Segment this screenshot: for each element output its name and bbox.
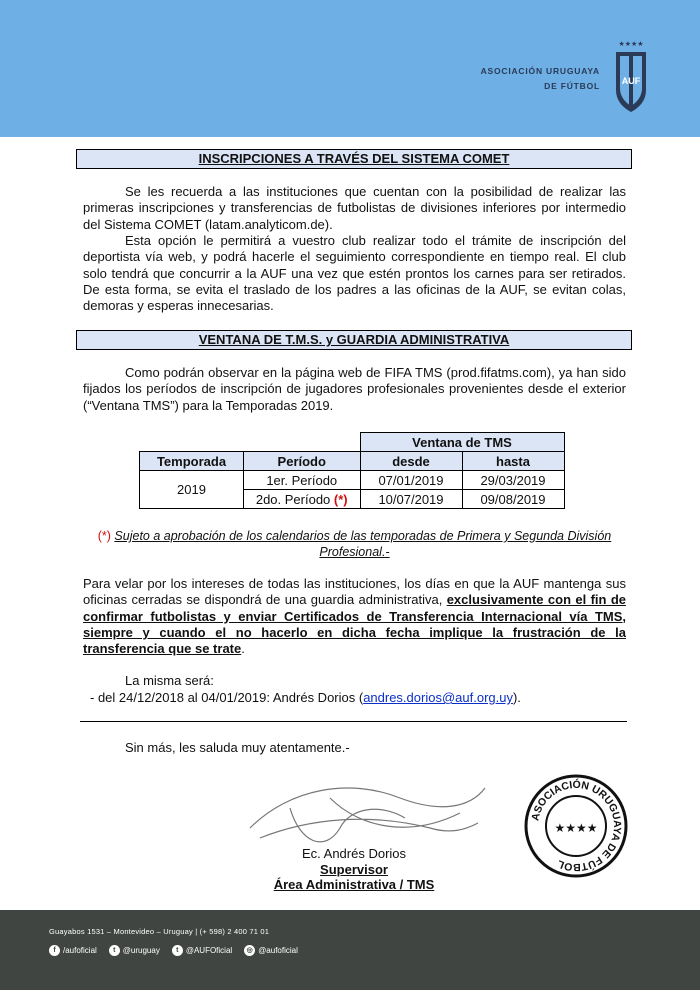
footer [0,910,700,990]
social-twitter-auf[interactable]: t @AUFOficial [172,945,232,956]
org-name-line1: ASOCIACIÓN URUGUAYA [480,66,600,76]
table-row [140,471,565,490]
header-band [0,0,700,137]
twitter-icon: t [172,945,183,956]
divider [80,721,627,722]
section-title-comet [76,149,632,169]
tms-paragraph-1: Como podrán observar en la página web de FIFA TMS (prod.fifatms.com), ya han sido fijados los períodos de inscripción de jugadores profesionales provenientes desde el exterior (“Ventana TMS”) para la Temporadas 2019. [83,365,626,413]
instagram-icon: ◎ [244,945,255,956]
guardia-emphasis: exclusivamente con el fin de confirmar futbolistas y enviar Certificados de Transferencia Internacional vía TMS, siempre y cuando el no hacerlo en dicha fecha implique la frustración de la transferencia que se trate [83,592,626,657]
section-title-comet-text: INSCRIPCIONES A TRAVÉS DEL SISTEMA COMET [198,151,510,166]
seal-text: ASOCIACIÓN URUGUAYA DE FÚTBOL [529,778,624,874]
section-title-tms [76,330,632,350]
desde-cell: 10/07/2019 [360,490,462,509]
handwritten-signature [230,768,490,858]
twitter-icon: t [109,945,120,956]
footnote-marker: (*) [97,529,111,543]
signer-name: Ec. Andrés Dorios [301,846,407,861]
hasta-cell: 09/08/2019 [462,490,564,509]
footnote-marker: (*) [333,491,348,507]
ventana-header: Ventana de TMS [360,433,564,452]
footer-address: Guayabos 1531 – Montevideo – Uruguay | (+ 598) 2 400 71 01 [49,927,270,936]
signer-role: Supervisor [320,861,388,877]
facebook-icon: f [49,945,60,956]
table-header-row-1 [140,433,565,452]
social-twitter-uruguay[interactable]: t @uruguay [109,945,160,956]
col-temporada: Temporada [140,452,244,471]
section-title-tms-text: VENTANA DE T.M.S. y GUARDIA ADMINISTRATIVA [198,332,510,347]
auf-seal [524,774,628,878]
closing-text: Sin más, les saluda muy atentamente.- [125,740,350,755]
col-desde: desde [360,452,462,471]
guardia-date: - del 24/12/2018 al 04/01/2019: Andrés Dorios (andres.dorios@auf.org.uy). [90,690,521,705]
signature-block [238,846,470,893]
social-facebook[interactable]: f /aufoficial [49,945,97,956]
signer-area: Área Administrativa / TMS [273,877,435,892]
auf-logo [610,38,652,116]
periodo-cell: 2do. Período (*) [244,490,361,509]
comet-paragraph-1: Se les recuerda a las instituciones que cuentan con la posibilidad de realizar las primeras inscripciones y transferencias de futbolistas de divisiones inferiores por intermedio del Sistema COMET (latam.analyticom.de). [83,184,626,232]
guardia-paragraph: Para velar por los intereses de todas las instituciones, los días en que la AUF mantenga sus oficinas cerradas se dispondrá de una guardia administrativa, exclusivamente con el fin de confirmar futbolistas y enviar Certificados de Transferencia Internacional vía TMS, siempre y cuando el no hacerlo en dicha fecha implique la frustración de la transferencia que se trate. [83,576,626,657]
temporada-cell: 2019 [140,471,244,509]
org-name [481,64,600,94]
org-name-line2: DE FÚTBOL [544,81,600,91]
col-periodo: Período [244,452,361,471]
footnote-text: Sujeto a aprobación de los calendarios de las temporadas de Primera y Segunda División Profesional.- [114,529,612,559]
col-hasta: hasta [462,452,564,471]
social-links [49,945,298,956]
logo-text: AUF [621,76,641,86]
desde-cell: 07/01/2019 [360,471,462,490]
hasta-cell: 29/03/2019 [462,471,564,490]
periodo-cell: 1er. Período [244,471,361,490]
footnote [83,528,626,560]
email-link[interactable]: andres.dorios@auf.org.uy [363,690,513,705]
comet-paragraph-2: Esta opción le permitirá a vuestro club realizar todo el trámite de inscripción del deportista vía web, y podrá hacerle el seguimiento correspondiente en tiempo real. El club solo tendrá que concurrir a la AUF una vez que estén prontos los carnes para ser retirados. De esta forma, se evita el traslado de los padres a las oficinas de la AUF, se evitan colas, demoras y esperas innecesarias. [83,233,626,314]
guardia-intro: La misma será: [125,673,214,688]
social-instagram[interactable]: ◎ @aufoficial [244,945,298,956]
ventana-table [139,432,565,509]
logo-stars: ★★★★ [618,41,644,48]
seal-stars: ★★★★ [554,821,598,835]
table-header-row-2 [140,452,565,471]
